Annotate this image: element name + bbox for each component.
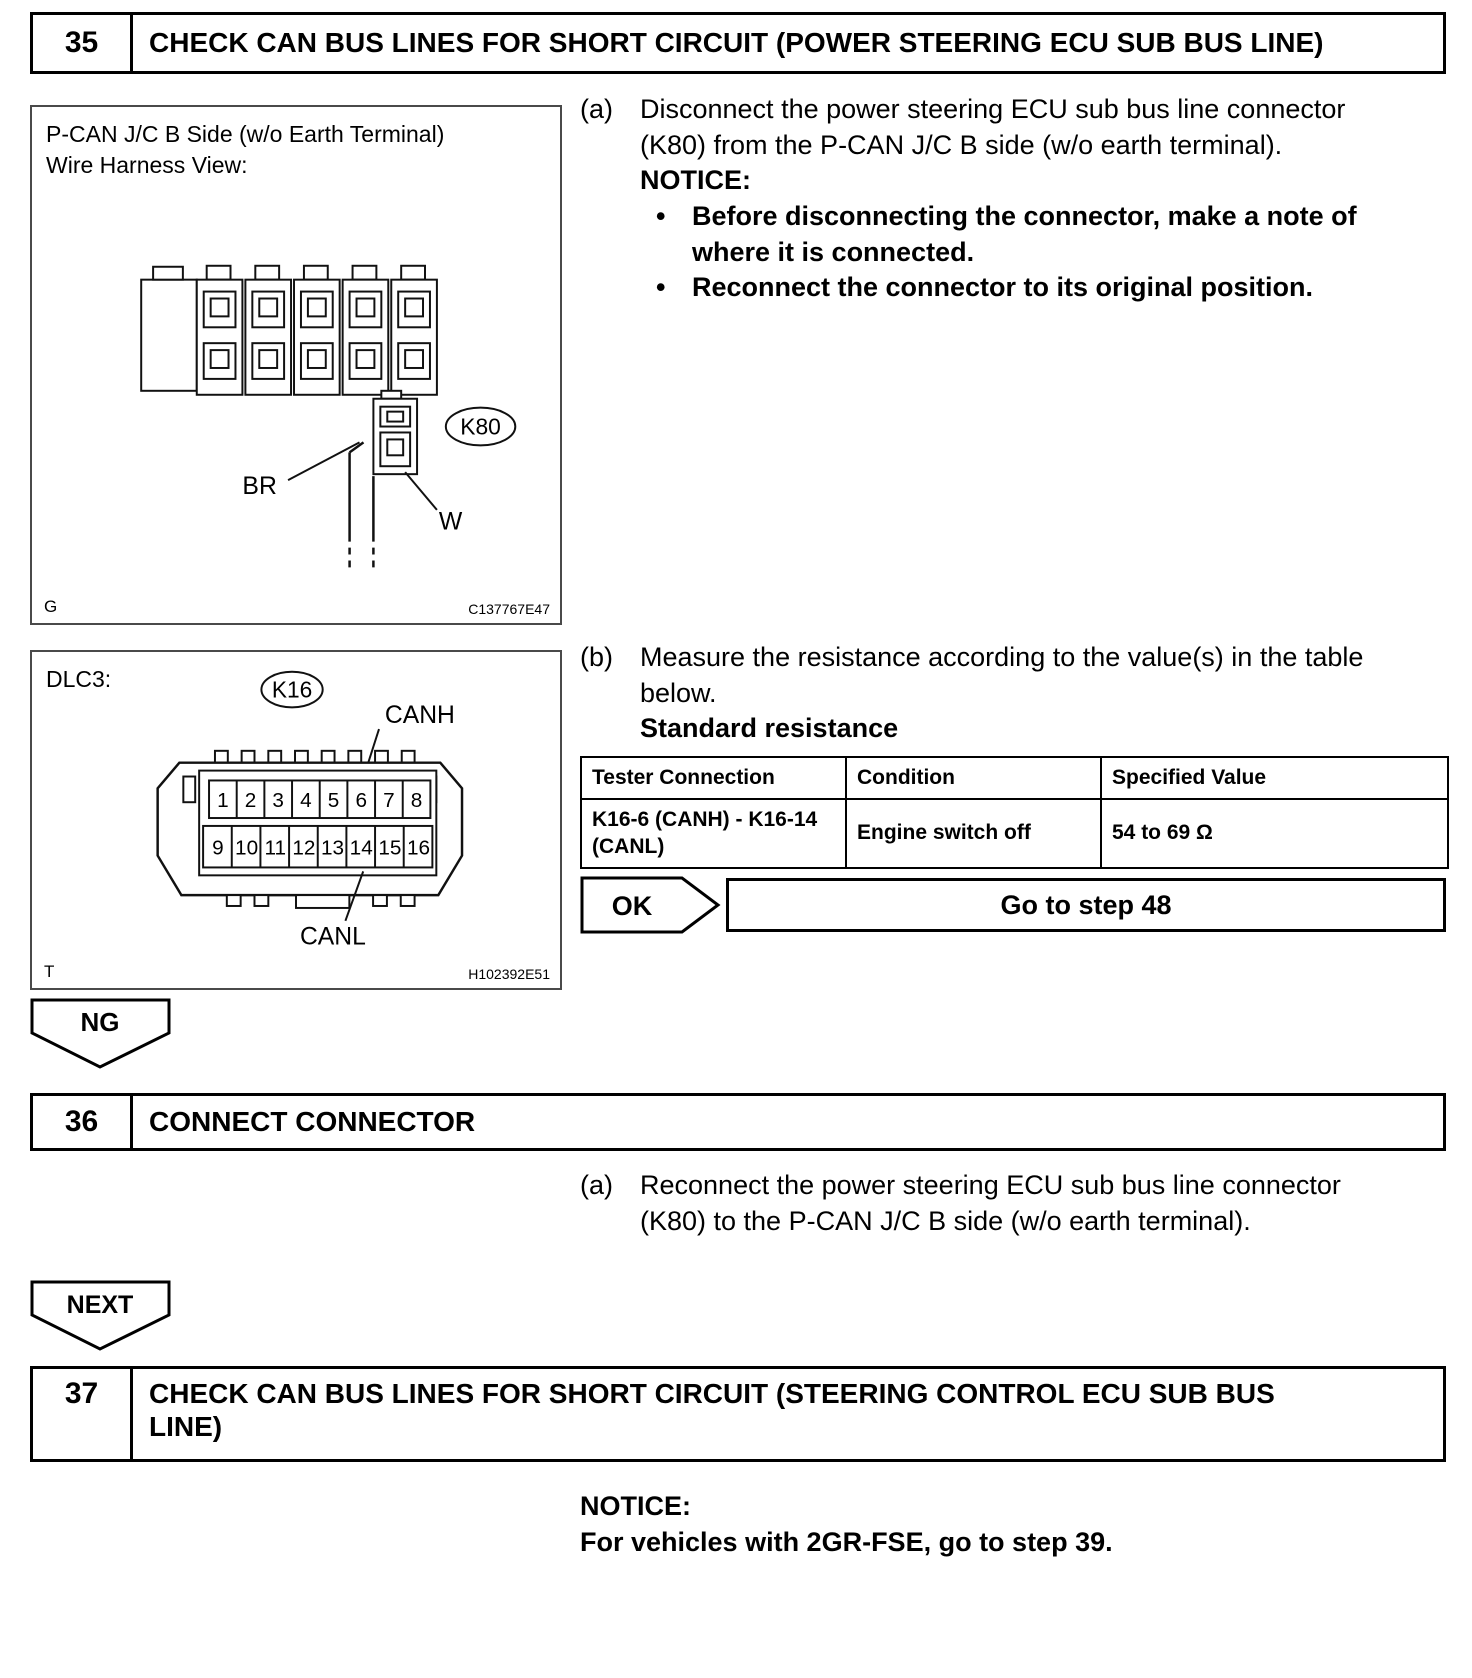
canh-label: CANH bbox=[384, 702, 455, 730]
pin-13: 13 bbox=[321, 836, 345, 860]
wire-label-br: BR bbox=[242, 473, 277, 500]
cell-tester-connection: K16-6 (CANH) - K16-14 (CANL) bbox=[581, 799, 846, 868]
pin-8: 8 bbox=[410, 789, 423, 813]
step-36-header bbox=[30, 1093, 1446, 1151]
step-37-header bbox=[30, 1366, 1446, 1462]
step-35-header bbox=[30, 12, 1446, 74]
pin-2: 2 bbox=[244, 789, 257, 813]
pin-11: 11 bbox=[264, 836, 287, 860]
header-tester-connection: Tester Connection bbox=[581, 757, 846, 799]
wire-harness-diagram bbox=[32, 107, 560, 623]
pin-16: 16 bbox=[406, 836, 431, 860]
table-row bbox=[581, 799, 1448, 868]
k16-oval-label: K16 bbox=[271, 676, 313, 703]
dlc3-connector-diagram bbox=[32, 652, 560, 988]
notice-label: NOTICE: bbox=[580, 1491, 691, 1521]
canl-label: CANL bbox=[299, 923, 366, 951]
item-b-label: (b) bbox=[580, 642, 613, 672]
pin-5: 5 bbox=[327, 789, 340, 813]
step-35-item-b bbox=[580, 640, 1380, 747]
step-35-number: 35 bbox=[33, 15, 133, 71]
cell-condition: Engine switch off bbox=[846, 799, 1101, 868]
ok-label: OK bbox=[611, 891, 653, 921]
figure1-caption: P-CAN J/C B Side (w/o Earth Terminal) Wire Harness View: bbox=[46, 121, 445, 179]
pin-12: 12 bbox=[292, 836, 316, 860]
step-37-number: 37 bbox=[33, 1369, 133, 1459]
ng-arrow bbox=[30, 998, 172, 1070]
header-condition: Condition bbox=[846, 757, 1101, 799]
figure-dlc3 bbox=[30, 650, 562, 990]
notice-bullet-1: • Before disconnecting the connector, make a note of where it is connected. bbox=[640, 199, 1370, 270]
notice-bullet-2: • Reconnect the connector to its original position. bbox=[640, 270, 1370, 306]
pin-1: 1 bbox=[217, 789, 229, 813]
bullet-icon: • bbox=[656, 272, 666, 303]
step-35-title: CHECK CAN BUS LINES FOR SHORT CIRCUIT (POWER STEERING ECU SUB BUS LINE) bbox=[149, 27, 1324, 59]
step-36-item-a bbox=[580, 1168, 1370, 1239]
figure1-code: C137767E47 bbox=[468, 601, 550, 617]
step-36-item-a-text: Reconnect the power steering ECU sub bus line connector (K80) to the P-CAN J/C B side (w/o earth terminal). bbox=[640, 1170, 1341, 1236]
pin-4: 4 bbox=[300, 789, 312, 813]
bullet-icon: • bbox=[656, 200, 666, 231]
pin-9: 9 bbox=[212, 836, 224, 860]
pin-15: 15 bbox=[378, 836, 402, 860]
figure-wire-harness bbox=[30, 105, 562, 625]
step-37-title: CHECK CAN BUS LINES FOR SHORT CIRCUIT (STEERING CONTROL ECU SUB BUS LINE) bbox=[149, 1378, 1275, 1443]
item-b-text: Measure the resistance according to the value(s) in the table below. bbox=[640, 642, 1364, 708]
pin-10: 10 bbox=[235, 836, 259, 860]
ng-label: NG bbox=[80, 1007, 120, 1037]
pin-3: 3 bbox=[272, 789, 284, 813]
k80-oval-label: K80 bbox=[460, 413, 501, 440]
pin-7: 7 bbox=[383, 789, 395, 813]
wire-label-w: W bbox=[438, 508, 463, 536]
header-specified-value: Specified Value bbox=[1101, 757, 1448, 799]
notice-label: NOTICE: bbox=[640, 165, 751, 196]
figure1-corner-letter: G bbox=[44, 597, 58, 616]
step-35-item-a bbox=[580, 92, 1370, 306]
notice-text: For vehicles with 2GR-FSE, go to step 39. bbox=[580, 1527, 1113, 1558]
pin-14: 14 bbox=[349, 836, 373, 860]
ok-result-box: Go to step 48 bbox=[726, 878, 1446, 932]
ok-arrow bbox=[580, 876, 722, 934]
item-a-text: Disconnect the power steering ECU sub bus line connector (K80) from the P-CAN J/C B side (w/o earth terminal). bbox=[640, 94, 1346, 160]
next-label: NEXT bbox=[66, 1291, 134, 1319]
resistance-table bbox=[580, 756, 1449, 869]
pin-6: 6 bbox=[355, 789, 367, 813]
figure2-caption: DLC3: bbox=[46, 666, 112, 692]
step-37-notice bbox=[580, 1488, 1380, 1561]
figure2-corner-letter: T bbox=[44, 962, 55, 981]
step-36-number: 36 bbox=[33, 1096, 133, 1148]
figure2-code: H102392E51 bbox=[468, 966, 550, 982]
next-arrow bbox=[30, 1280, 172, 1352]
standard-resistance-label: Standard resistance bbox=[640, 713, 899, 744]
item-a-label: (a) bbox=[580, 94, 613, 124]
item-a-label: (a) bbox=[580, 1170, 613, 1200]
step-36-title: CONNECT CONNECTOR bbox=[149, 1106, 476, 1138]
table-header-row bbox=[581, 757, 1448, 799]
cell-specified-value: 54 to 69 Ω bbox=[1101, 799, 1448, 868]
